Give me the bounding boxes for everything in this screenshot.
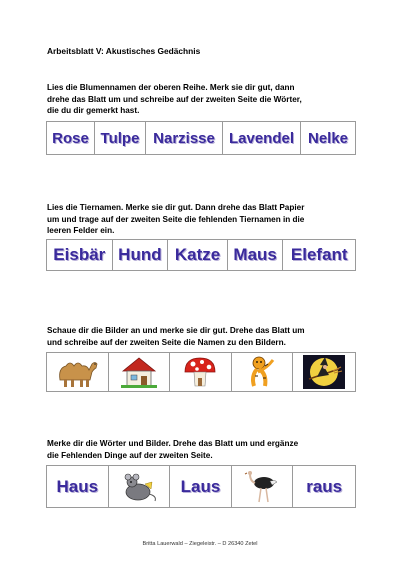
word-cell: Laus bbox=[170, 466, 232, 507]
picture-cell bbox=[293, 353, 355, 391]
word-cell: Elefant bbox=[290, 245, 348, 264]
animal-word-table bbox=[46, 239, 356, 271]
picture-cell bbox=[232, 466, 294, 507]
ostrich-icon bbox=[242, 469, 282, 505]
witch-moon-icon bbox=[303, 355, 345, 389]
picture-cell bbox=[109, 466, 171, 507]
mushroom-icon bbox=[182, 355, 218, 389]
word-cell: Maus bbox=[228, 240, 284, 270]
word-cell: Rose bbox=[47, 122, 95, 154]
word-cell: Hund bbox=[113, 240, 169, 270]
mixed-table bbox=[46, 465, 356, 508]
word-cell: Eisbär bbox=[47, 240, 113, 270]
instruction-animals: Lies die Tiernamen. Merke sie dir gut. Dann drehe das Blatt Papier um und trage auf der zweiten Seite die fehlenden Tiernamen in die leeren Felder ein. bbox=[47, 203, 305, 235]
camel-icon bbox=[54, 356, 100, 388]
mouse-icon bbox=[119, 470, 159, 504]
word-cell: Lavendel bbox=[223, 122, 301, 154]
word-cell: raus bbox=[306, 476, 343, 496]
footer: Britta Lauerwald – Ziegeleistr. – D 26340 Zetel bbox=[142, 541, 258, 547]
instruction-mixed: Merke dir die Wörter und Bilder. Drehe das Blatt um und ergänze die Fehlenden Dinge auf der zweiten Seite. bbox=[47, 439, 299, 460]
picture-table bbox=[46, 352, 356, 392]
word-cell: Narzisse bbox=[146, 122, 223, 154]
picture-cell bbox=[109, 353, 171, 391]
instruction-pictures: Schaue dir die Bilder an und merke sie dir gut. Drehe das Blatt um und schreibe auf der zweiten Seite die Namen zu den Bildern. bbox=[47, 326, 305, 347]
picture-cell bbox=[170, 353, 232, 391]
picture-cell bbox=[232, 353, 294, 391]
flower-word-table bbox=[46, 121, 356, 155]
word-cell: Nelke bbox=[307, 129, 349, 147]
word-cell: Tulpe bbox=[95, 122, 146, 154]
page-title: Arbeitsblatt V: Akustisches Gedächnis bbox=[47, 46, 201, 56]
word-cell: Haus bbox=[47, 466, 109, 507]
picture-cell bbox=[47, 353, 109, 391]
house-icon bbox=[119, 355, 159, 389]
tiger-icon bbox=[245, 354, 279, 390]
word-cell: Katze bbox=[168, 240, 228, 270]
instruction-flowers: Lies die Blumennamen der oberen Reihe. Merk sie dir gut, dann drehe das Blatt um und schreibe auf der zweiten Seite die Wörter, die du dir gemerkt hast. bbox=[47, 83, 302, 115]
